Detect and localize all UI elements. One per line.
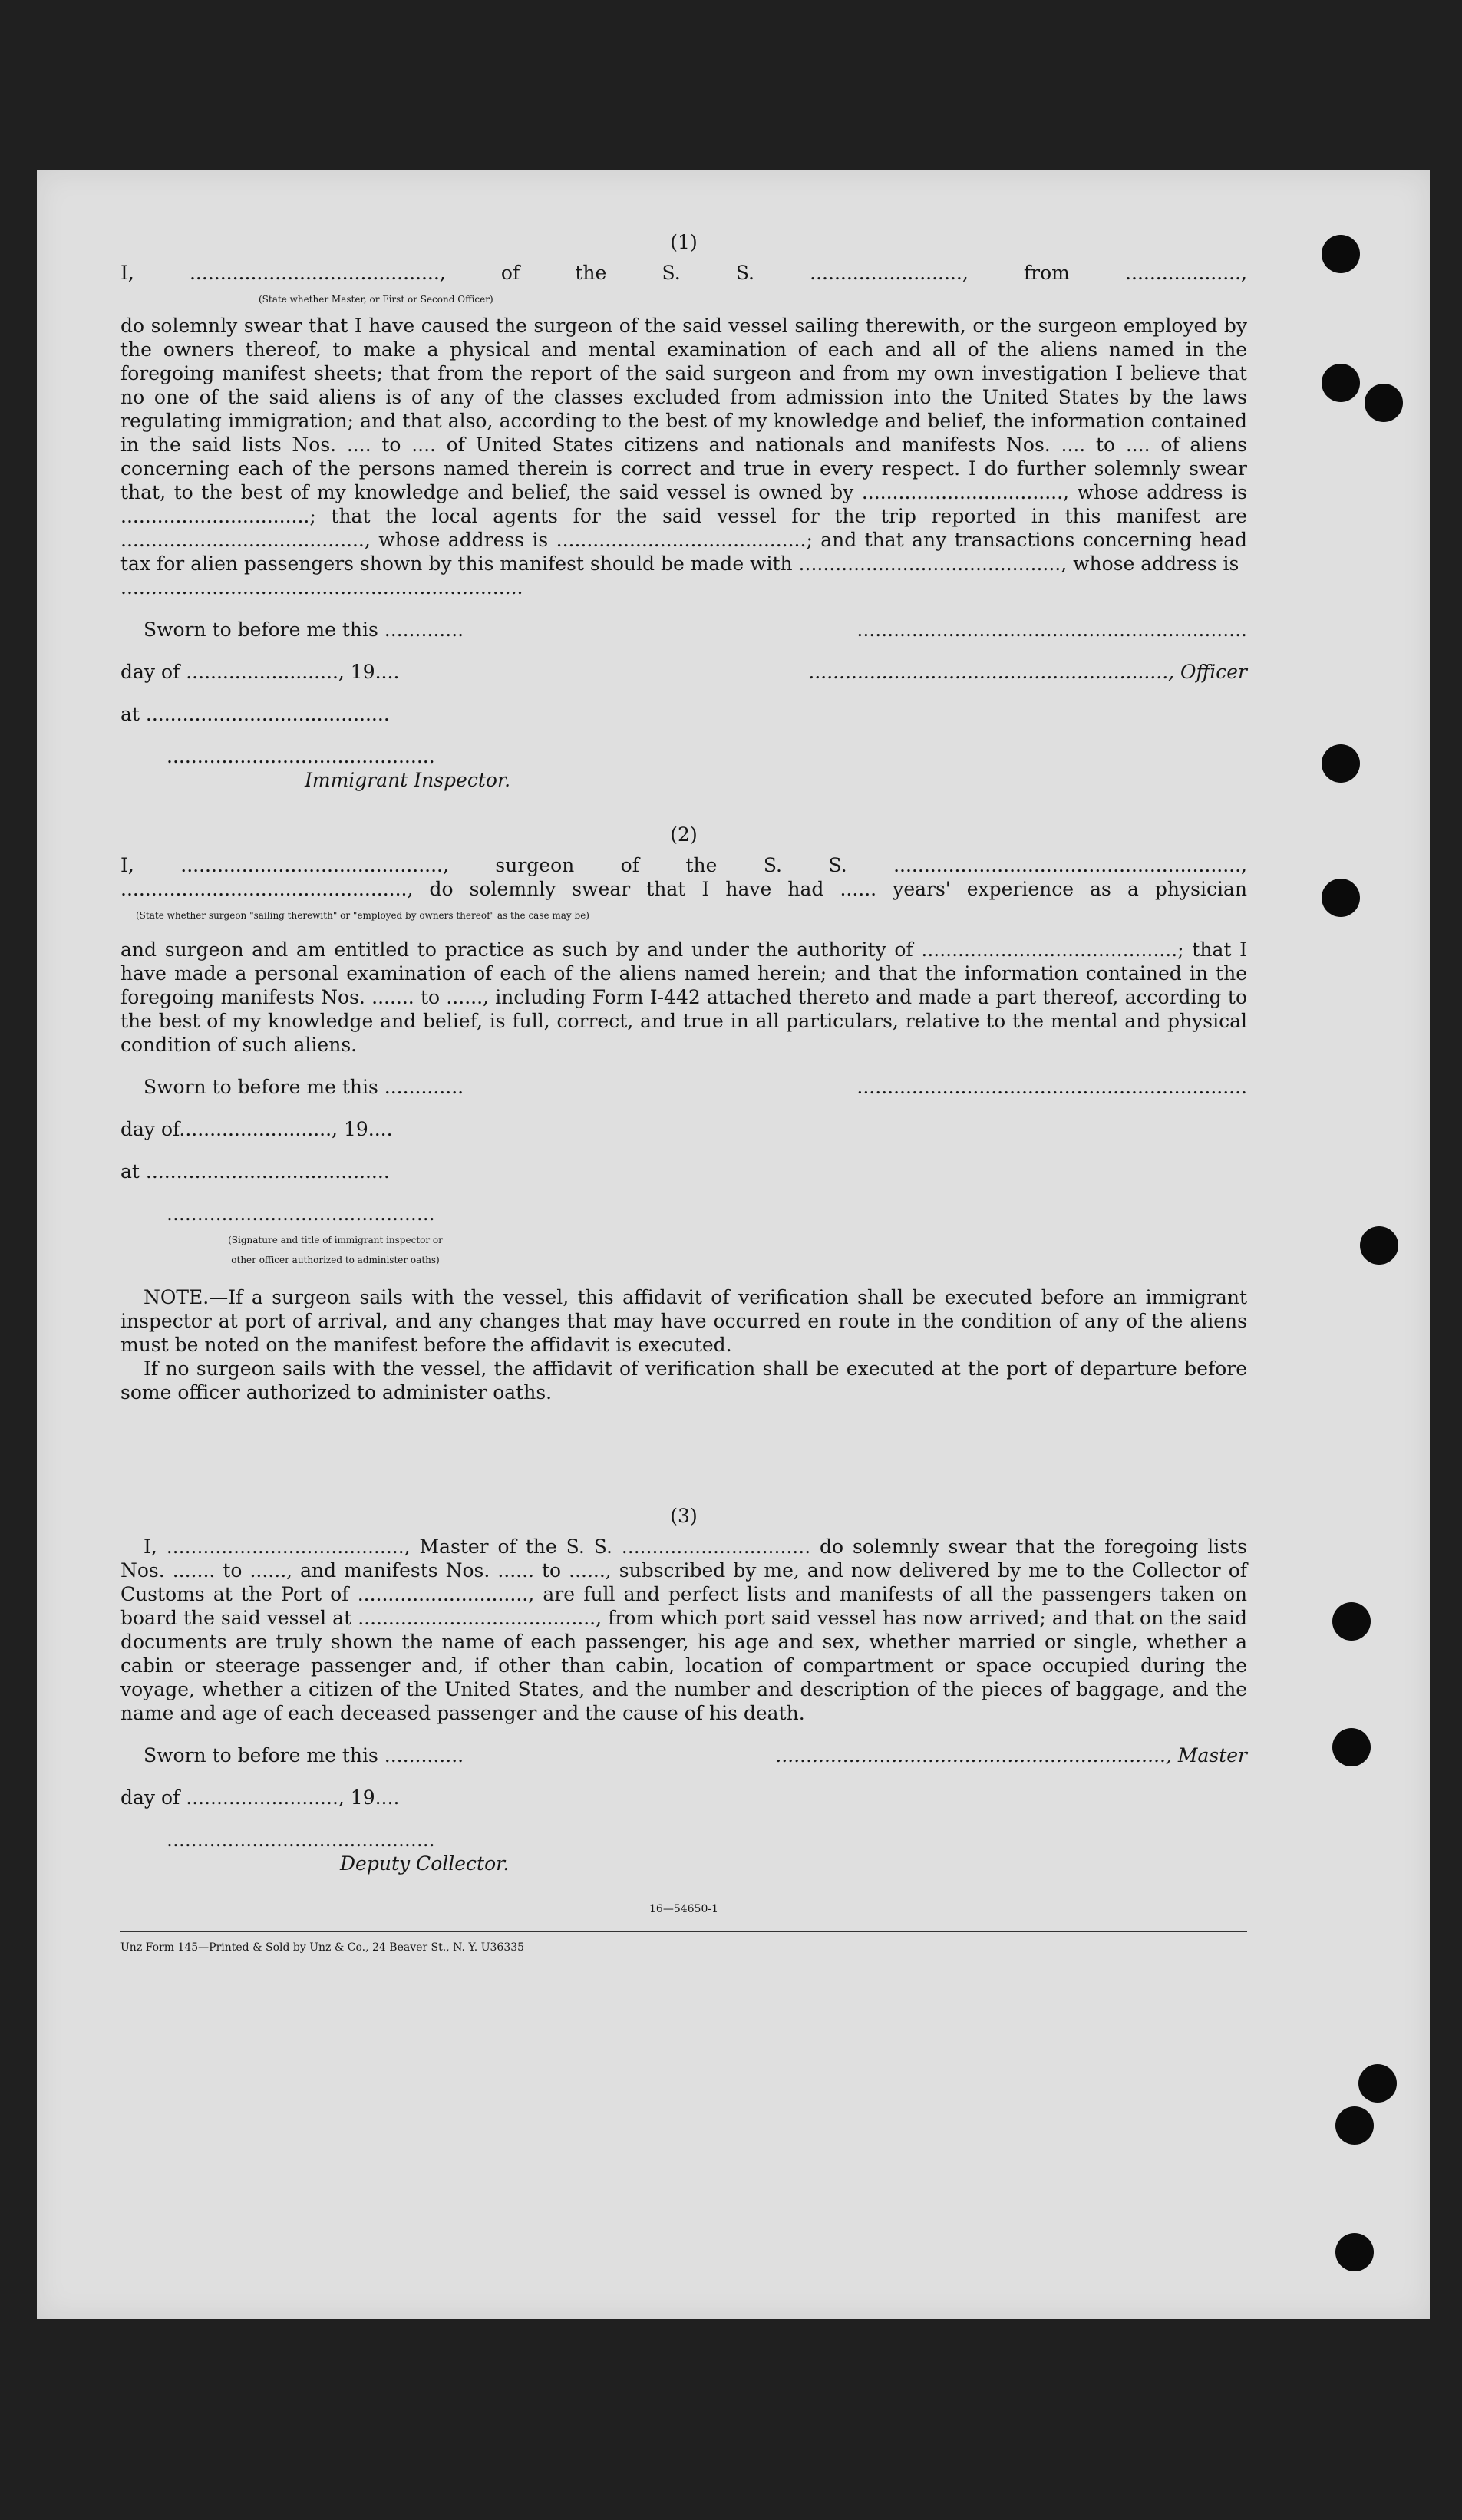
section-1-sworn-row [120,618,1247,642]
section-1-sworn: Sworn to before me this ............. [144,618,464,641]
section-3-sworn: Sworn to before me this ............. [144,1744,464,1766]
section-2-sworn-row [120,1075,1247,1099]
section-2-surgeon-note: (State whether surgeon "sailing therewith" or "employed by owners thereof" as the case may be) [136,910,589,921]
section-1-officer-note: (State whether Master, or First or Second Officer) [259,294,493,305]
section-3-number: (3) [670,1505,698,1527]
punch-hole [1332,1728,1371,1766]
section-1-officer-signature: ..........................................................., Officer [808,661,1247,683]
section-1-opening-line: I, ........................................., of the S. S. ........................., from ..................., [120,262,1247,284]
punch-hole [1332,1602,1371,1641]
punch-hole [1322,364,1360,402]
punch-hole [1322,235,1360,273]
section-1-at: at ........................................ [120,703,390,725]
footer-rule [120,1931,1247,1932]
section-2-body: and surgeon and am entitled to practice as such by and under the authority of ..........................................; that I have made a personal examination of each of the aliens named herein; and that the information contained in the foregoing manifests Nos. ....... to ......, including Form I-442 attached thereto and made a part thereof, according to the best of my knowledge and belief, is full, correct, and true in all particulars, relative to the mental and physical condition of such aliens. [120,938,1247,1056]
section-1-body: do solemnly swear that I have caused the surgeon of the said vessel sailing therewith, or the surgeon employed by the owners thereof, to make a physical and mental examination of each and all of the aliens named in the foregoing manifest sheets; that from the report of the said surgeon and from my own investigation I believe that no one of the said aliens is of any of the classes excluded from admission into the United States by the laws regulating immigration; and that also, according to the best of my knowledge and belief, the information contained in the said lists Nos. .... to .... of United States citizens and nationals and manifests Nos. .... to .... of aliens concerning each of the persons named therein is correct and true in every respect. I do further solemnly swear that, to the best of my knowledge and belief, the said vessel is owned by ................................., whose address is ...............................; that the local agents for the said vessel for the trip reported in this manifest are ........................................, whose address is .........................................; and that any transactions concerning head tax for alien passengers shown by this manifest should be made with ..........................................., whose address is [120,315,1247,575]
section-1-sworn-signature: ................................................................ [856,618,1247,641]
section-1-body-end: .................................................................. [120,576,523,599]
punch-hole [1358,2064,1397,2103]
section-2-signature: ............................................ [167,1202,435,1225]
section-1-inspector-signature: ............................................ [167,745,435,767]
section-2-day: day of........................., 19.... [120,1118,393,1140]
punch-hole [1335,2233,1374,2271]
section-2-sworn-signature: ................................................................ [856,1076,1247,1098]
section-2-at: at ........................................ [120,1160,390,1182]
section-2-signature-label-2: other officer authorized to administer oaths) [231,1255,440,1265]
section-2-note-2: If no surgeon sails with the vessel, the affidavit of verification shall be executed at the port of departure before some officer authorized to administer oaths. [120,1357,1247,1403]
section-3-master-signature: ................................................................, Master [775,1744,1247,1766]
punch-hole [1322,879,1360,917]
section-2-line-2: ..............................................., do solemnly swear that I have had ...... years' experience as a physician [120,878,1247,900]
form-code: 16—54650-1 [649,1903,718,1915]
section-2-sworn: Sworn to before me this ............. [144,1076,464,1098]
section-2-signature-label-1: (Signature and title of immigrant inspector or [228,1235,443,1245]
section-1-inspector-label: Immigrant Inspector. [305,769,511,791]
affidavit-form [120,230,1247,1966]
section-1-number: (1) [670,231,698,253]
section-1-day: day of ........................., 19.... [120,661,400,683]
section-3-body: I, ......................................., Master of the S. S. ............................... do solemnly swear that the foregoing lists Nos. ....... to ......, and manifests Nos. ...... to ......, subscribed by me, and now delivered by me to the Collector of Customs at the Port of ............................, are full and perfect lists and manifests of all the passengers taken on board the said vessel at ......................................., from which port said vessel has now arrived; and that on the said documents are truly shown the name of each passenger, his age and sex, whether married or single, whether a cabin or steerage passenger and, if other than cabin, location of compartment or space occupied during the voyage, whether a citizen of the United States, and the number and description of the pieces of baggage, and the name and age of each deceased passenger and the cause of his death. [120,1535,1247,1724]
section-3-collector-signature: ............................................ [167,1829,435,1851]
section-3-sworn-row [120,1743,1247,1767]
punch-hole [1360,1226,1398,1265]
section-2-note-1: NOTE.—If a surgeon sails with the vessel, this affidavit of verification shall be executed before an immigrant inspector at port of arrival, and any changes that may have occurred en route in the condition of any of the aliens must be noted on the manifest before the affidavit is executed. [120,1286,1247,1356]
section-1-day-row [120,660,1247,684]
punch-hole [1365,384,1403,422]
section-2-line-1: I, ..........................................., surgeon of the S. S. ........................................................., [120,854,1247,876]
punch-hole [1335,2106,1374,2145]
section-3-day: day of ........................., 19.... [120,1786,400,1809]
footer-printer-note: Unz Form 145—Printed & Sold by Unz & Co., 24 Beaver St., N. Y. U36335 [120,1941,525,1954]
section-3-collector-label: Deputy Collector. [340,1852,510,1875]
section-2-number: (2) [670,823,698,846]
punch-hole [1322,744,1360,783]
